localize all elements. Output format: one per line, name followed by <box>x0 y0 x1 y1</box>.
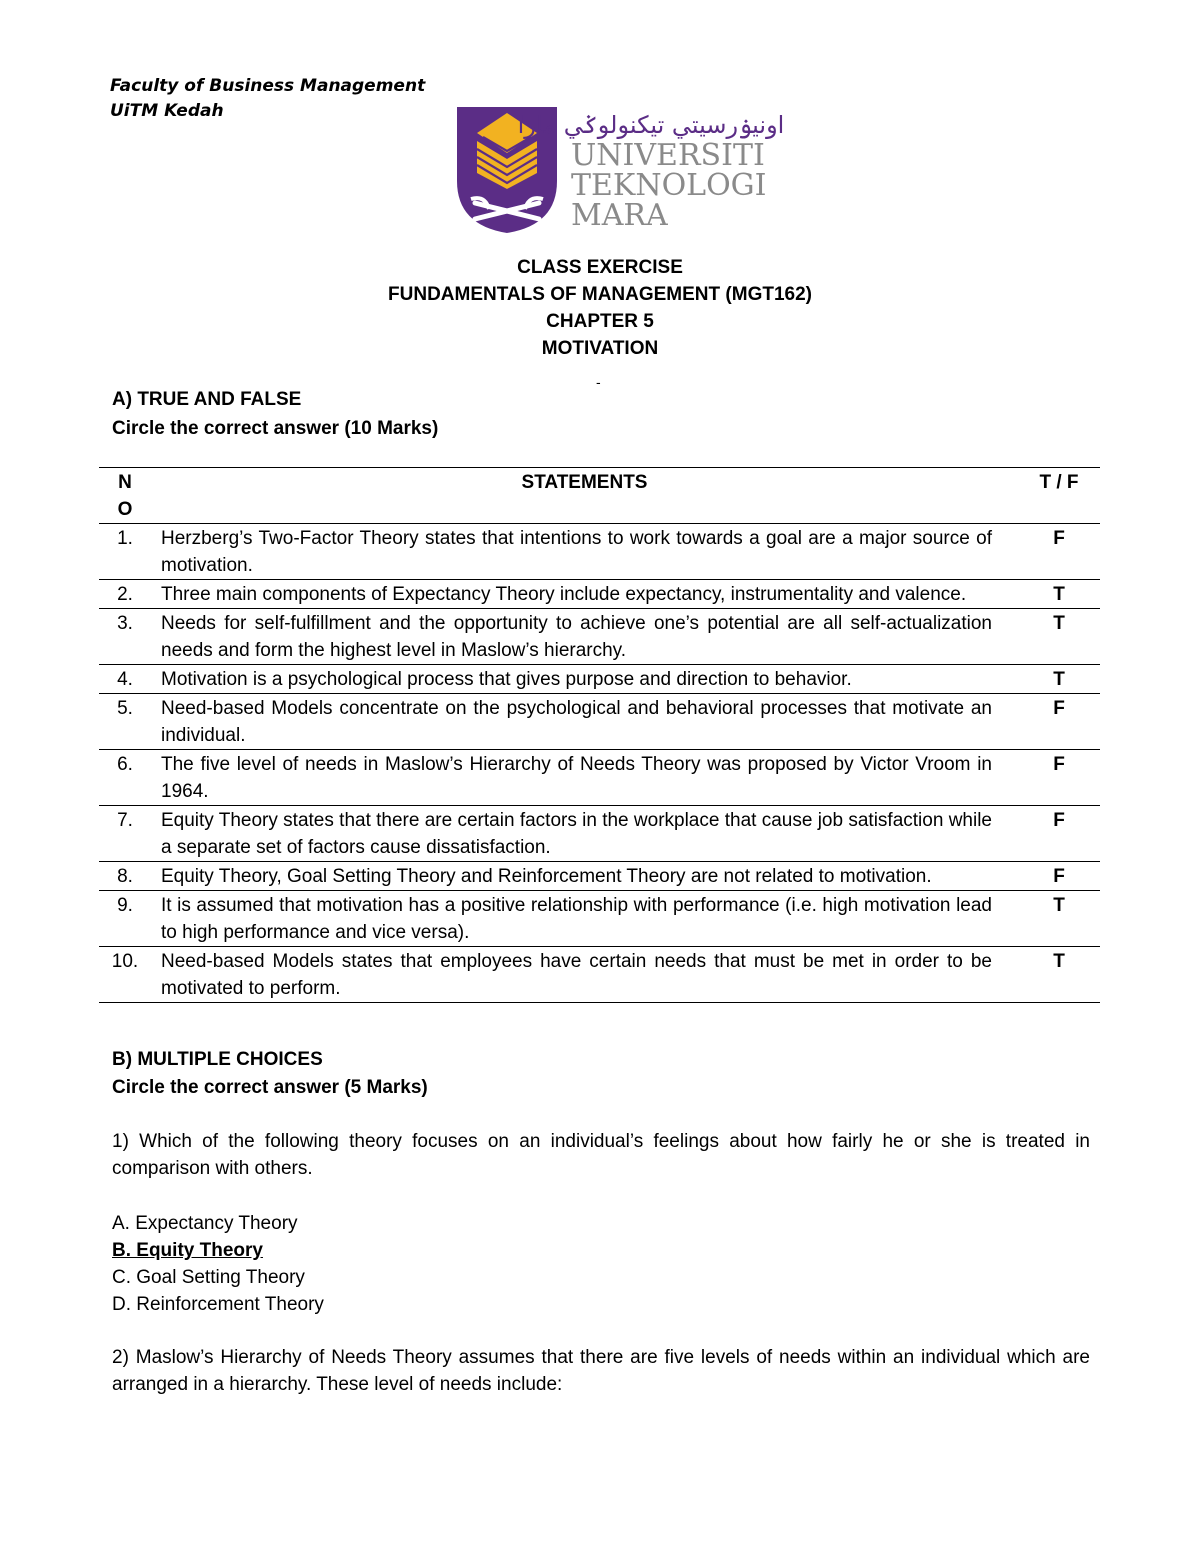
table-row <box>99 750 1100 806</box>
separator-dash: - <box>596 374 601 390</box>
row-number: 5. <box>99 694 151 750</box>
row-number: 8. <box>99 862 151 891</box>
row-number: 3. <box>99 609 151 665</box>
row-answer: F <box>1018 862 1100 891</box>
table-header-row <box>99 468 1100 524</box>
row-number: 6. <box>99 750 151 806</box>
faculty-name: Faculty of Business Management <box>110 76 426 96</box>
svg-text:MARA: MARA <box>571 198 668 233</box>
question-1-text: 1) Which of the following theory focuses on an individual’s feelings about how fairly he or she is treated in comparison with others. <box>112 1131 1090 1179</box>
title-class-exercise: CLASS EXERCISE <box>517 257 683 278</box>
campus-name: UiTM Kedah <box>110 101 224 121</box>
section-b-instruction: Circle the correct answer (5 Marks) <box>112 1077 428 1098</box>
document-titles <box>0 254 1200 362</box>
row-number: 2. <box>99 580 151 609</box>
svg-text:UNIVERSITI: UNIVERSITI <box>571 138 765 173</box>
row-statement: Need-based Models concentrate on the psychological and behavioral processes that motivate an individual. <box>151 694 1018 750</box>
table-row <box>99 806 1100 862</box>
row-number: 4. <box>99 665 151 694</box>
table-row <box>99 524 1100 580</box>
row-number: 1. <box>99 524 151 580</box>
table-row <box>99 609 1100 665</box>
row-answer: F <box>1018 806 1100 862</box>
question-1-options <box>112 1210 1090 1318</box>
title-chapter: CHAPTER 5 <box>546 311 654 332</box>
table-row <box>99 580 1100 609</box>
uitm-logo <box>455 103 785 235</box>
header-tf: T / F <box>1018 468 1100 524</box>
table-row <box>99 947 1100 1003</box>
question-2-text: 2) Maslow’s Hierarchy of Needs Theory assumes that there are five levels of needs within an individual which are arranged in a hierarchy. These level of needs include: <box>112 1347 1090 1395</box>
row-statement: Equity Theory, Goal Setting Theory and Reinforcement Theory are not related to motivation. <box>151 862 1018 891</box>
table-row <box>99 694 1100 750</box>
row-answer: F <box>1018 524 1100 580</box>
row-statement: Equity Theory states that there are certain factors in the workplace that cause job satisfaction while a separate set of factors cause dissatisfaction. <box>151 806 1018 862</box>
title-topic: MOTIVATION <box>541 338 659 359</box>
row-answer: T <box>1018 580 1100 609</box>
header-no: N O <box>99 468 151 524</box>
row-statement: It is assumed that motivation has a positive relationship with performance (i.e. high motivation lead to high performance and vice versa). <box>151 891 1018 947</box>
row-number: 10. <box>99 947 151 1003</box>
svg-text:اونيۏرسيتي تيكنولوݢي مارا: اونيۏرسيتي تيكنولوݢي مارا <box>517 111 785 139</box>
row-answer: T <box>1018 947 1100 1003</box>
row-statement: Three main components of Expectancy Theory include expectancy, instrumentality and valence. <box>151 580 1018 609</box>
row-statement: Motivation is a psychological process that gives purpose and direction to behavior. <box>151 665 1018 694</box>
faculty-header <box>110 74 425 124</box>
row-answer: T <box>1018 609 1100 665</box>
row-number: 9. <box>99 891 151 947</box>
uitm-crest-icon <box>455 103 785 235</box>
svg-text:TEKNOLOGI: TEKNOLOGI <box>571 168 767 203</box>
section-a-instruction: Circle the correct answer (10 Marks) <box>112 418 439 439</box>
row-statement: The five level of needs in Maslow’s Hierarchy of Needs Theory was proposed by Victor Vroom in 1964. <box>151 750 1018 806</box>
table-row <box>99 891 1100 947</box>
row-statement: Needs for self-fulfillment and the opportunity to achieve one’s potential are all self-actualization needs and form the highest level in Maslow’s hierarchy. <box>151 609 1018 665</box>
row-number: 7. <box>99 806 151 862</box>
option-d: D. Reinforcement Theory <box>112 1294 324 1315</box>
header-statements: STATEMENTS <box>151 468 1018 524</box>
row-statement: Herzberg’s Two-Factor Theory states that intentions to work towards a goal are a major source of motivation. <box>151 524 1018 580</box>
option-b-correct: B. Equity Theory <box>112 1240 263 1261</box>
option-c: C. Goal Setting Theory <box>112 1267 305 1288</box>
question-1 <box>112 1128 1090 1182</box>
option-a: A. Expectancy Theory <box>112 1213 298 1234</box>
table-row <box>99 862 1100 891</box>
row-answer: T <box>1018 891 1100 947</box>
row-answer: F <box>1018 694 1100 750</box>
title-course: FUNDAMENTALS OF MANAGEMENT (MGT162) <box>388 284 812 305</box>
section-a-heading: A) TRUE AND FALSE <box>112 389 302 410</box>
question-2 <box>112 1344 1090 1398</box>
row-answer: T <box>1018 665 1100 694</box>
table-body <box>99 524 1100 1003</box>
true-false-table <box>99 467 1100 1003</box>
row-answer: F <box>1018 750 1100 806</box>
section-b-heading: B) MULTIPLE CHOICES <box>112 1049 323 1070</box>
table-row <box>99 665 1100 694</box>
row-statement: Need-based Models states that employees have certain needs that must be met in order to be motivated to perform. <box>151 947 1018 1003</box>
